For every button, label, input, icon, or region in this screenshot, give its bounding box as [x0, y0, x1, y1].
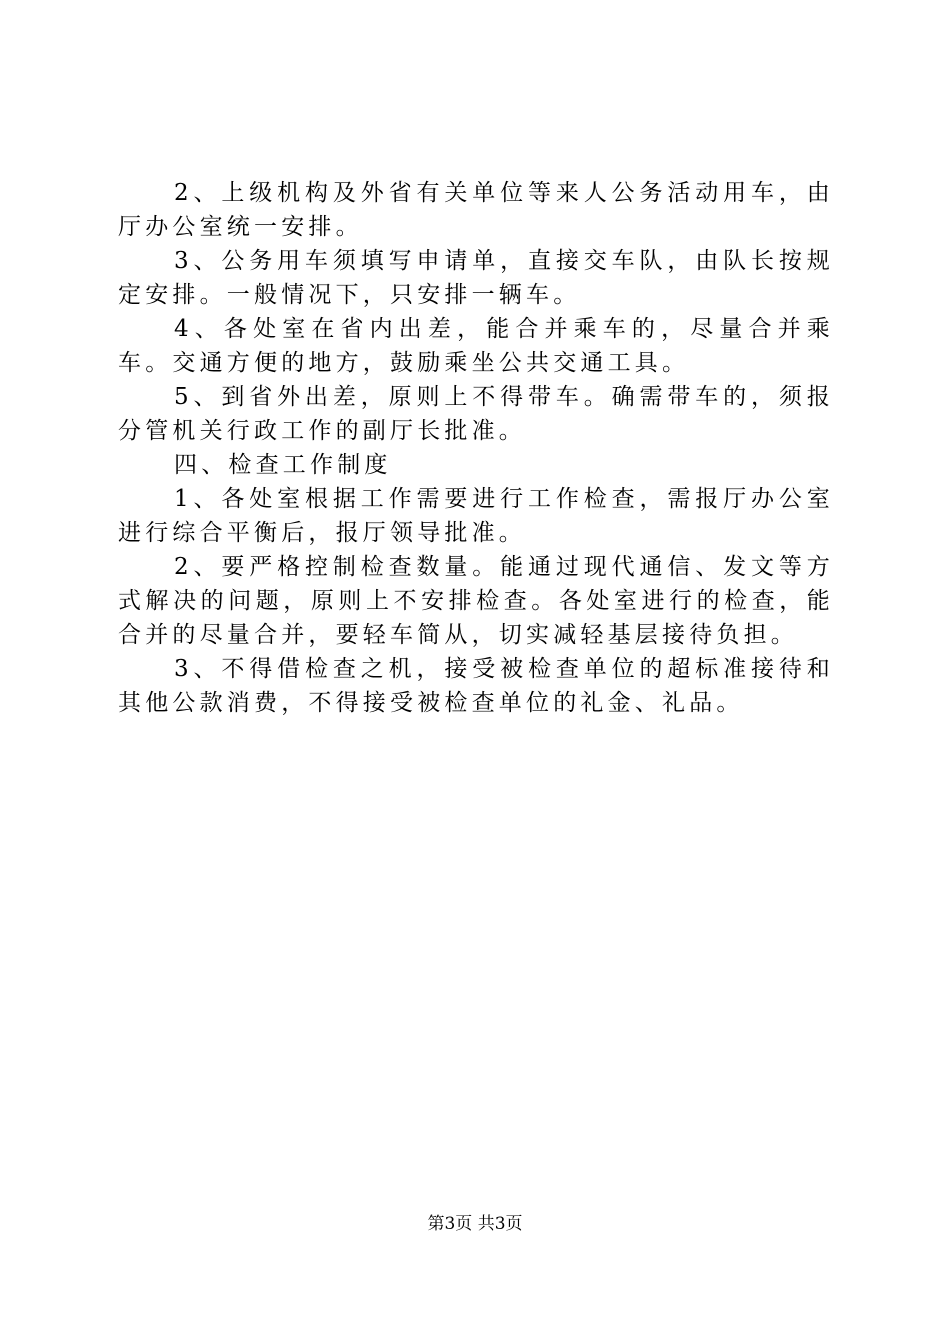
paragraph-inspection-approval: 1、各处室根据工作需要进行工作检查，需报厅办公室进行综合平衡后，报厅领导批准。	[118, 486, 834, 546]
paragraph-out-of-province-travel: 5、到省外出差，原则上不得带车。确需带车的，须报分管机关行政工作的副厅长批准。	[118, 384, 834, 444]
section-heading-inspection: 四、检查工作制度	[174, 452, 392, 478]
paragraph-vehicle-arrangement: 2、上级机构及外省有关单位等来人公务活动用车，由厅办公室统一安排。	[118, 180, 834, 240]
paragraph-carpool: 4、各处室在省内出差，能合并乘车的，尽量合并乘车。交通方便的地方，鼓励乘坐公共交通工具。	[118, 316, 834, 376]
document-body	[118, 176, 834, 720]
page-footer: 第3页 共3页	[427, 1214, 523, 1234]
paragraph-inspection-conduct: 3、不得借检查之机，接受被检查单位的超标准接待和其他公款消费，不得接受被检查单位的礼金、礼品。	[118, 656, 834, 716]
paragraph-inspection-limit: 2、要严格控制检查数量。能通过现代通信、发文等方式解决的问题，原则上不安排检查。各处室进行的检查，能合并的尽量合并，要轻车简从，切实减轻基层接待负担。	[118, 554, 834, 648]
paragraph-vehicle-application: 3、公务用车须填写申请单，直接交车队，由队长按规定安排。一般情况下，只安排一辆车。	[118, 248, 834, 308]
